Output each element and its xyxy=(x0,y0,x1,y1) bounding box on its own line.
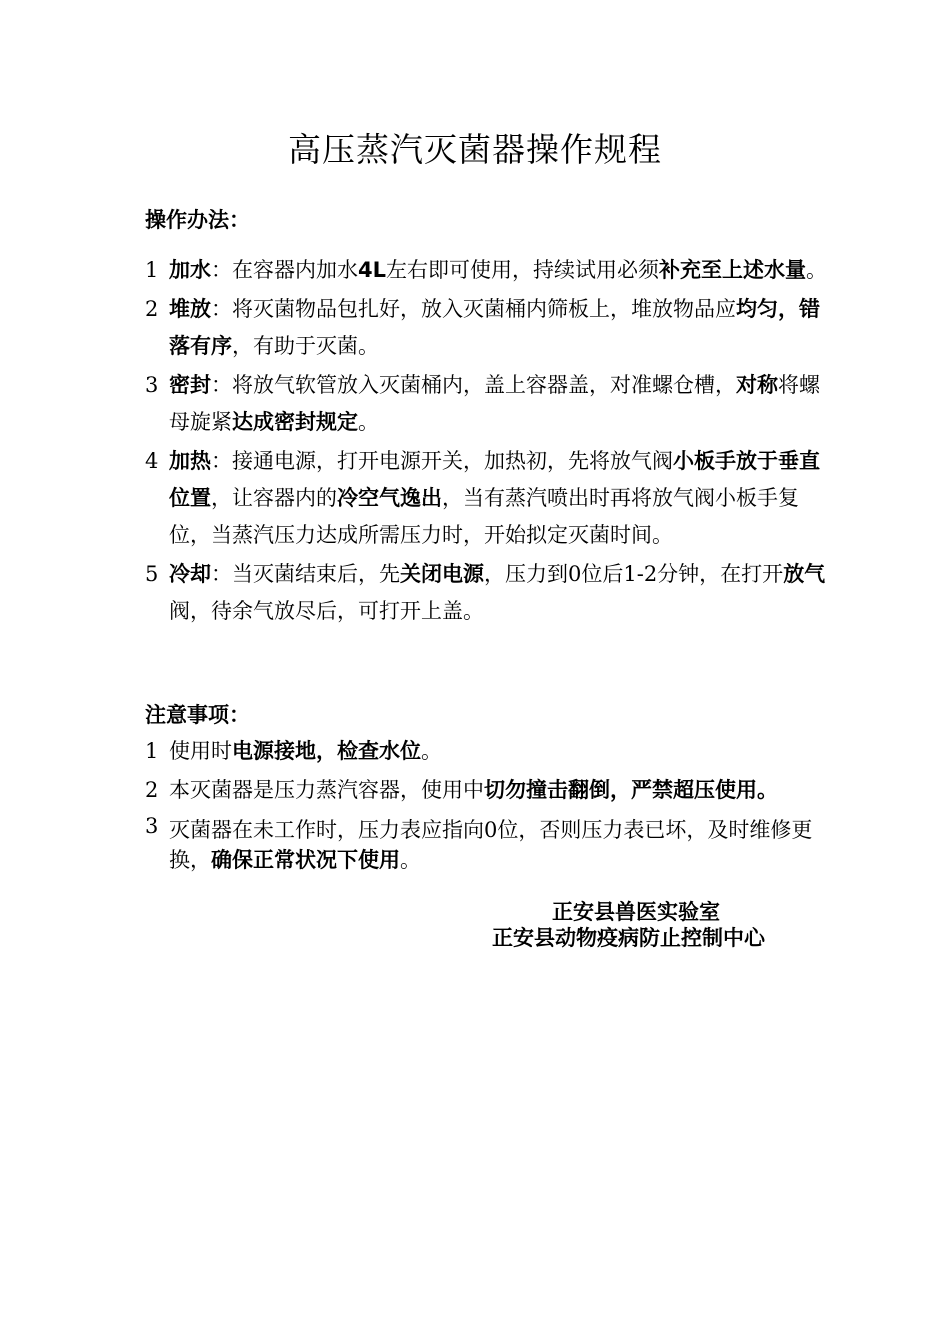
note-item xyxy=(145,772,835,809)
emphasized-text: 补充至上述水量 xyxy=(659,258,806,282)
emphasized-text: 关闭电源 xyxy=(400,562,484,586)
item-number: 5 xyxy=(145,562,159,586)
body-text: ：当灭菌结束后，先 xyxy=(211,562,400,586)
body-text: 。 xyxy=(358,410,379,434)
body-text: ：在容器内加水 xyxy=(211,258,358,282)
item-number: 2 xyxy=(145,297,159,321)
body-text: ：将放气软管放入灭菌桶内，盖上容器盖，对准螺仓槽， xyxy=(211,373,736,397)
body-text: 。 xyxy=(421,739,442,763)
signature-center: 正安县动物疫病防止控制中心 xyxy=(492,926,765,950)
notes-heading: 注意事项： xyxy=(145,703,250,727)
operation-heading: 操作办法： xyxy=(145,208,250,232)
emphasized-text: 加热 xyxy=(169,449,211,473)
emphasized-text: 确保正常状况下使用 xyxy=(211,848,400,872)
emphasized-text: 切勿撞击翻倒，严禁超压使用。 xyxy=(484,778,778,802)
emphasized-text: 加水 xyxy=(169,258,211,282)
operation-step xyxy=(145,556,835,630)
body-text: ，压力到0位后1-2分钟，在打开 xyxy=(484,562,784,586)
emphasized-text: 放气 xyxy=(783,562,826,586)
emphasized-text: 冷空气逸出 xyxy=(337,486,442,510)
emphasized-text: 冷却 xyxy=(169,562,211,586)
item-number: 3 xyxy=(145,373,159,397)
note-item xyxy=(145,811,835,875)
item-number: 1 xyxy=(145,739,159,763)
body-text: 左右即可使用，持续试用必须 xyxy=(386,258,659,282)
body-text: ，让容器内的 xyxy=(211,486,337,510)
emphasized-text: 堆放 xyxy=(169,297,211,321)
item-number: 2 xyxy=(145,778,159,802)
body-text: 将螺母旋紧 xyxy=(169,373,820,434)
operation-step xyxy=(145,443,835,554)
body-text: 本灭菌器是压力蒸汽容器，使用中 xyxy=(169,778,484,802)
emphasized-text: 小板手放于垂直位置 xyxy=(169,449,820,510)
body-text: ：接通电源，打开电源开关，加热初，先将放气阀 xyxy=(211,449,673,473)
emphasized-text: 达成密封规定 xyxy=(232,410,358,434)
body-text: ，有助于灭菌。 xyxy=(232,334,379,358)
item-number: 1 xyxy=(145,258,159,282)
operation-step xyxy=(145,367,835,441)
body-text: ：将灭菌物品包扎好，放入灭菌桶内筛板上，堆放物品应 xyxy=(211,297,736,321)
signature-lab: 正安县兽医实验室 xyxy=(552,900,720,924)
notes-list xyxy=(145,733,835,877)
emphasized-text: 4L xyxy=(358,258,386,282)
operation-step xyxy=(145,291,835,365)
body-text: 使用时 xyxy=(169,739,232,763)
operation-step xyxy=(145,252,835,289)
body-text: 。 xyxy=(806,258,827,282)
body-text: 灭菌器在未工作时，压力表应指向0位，否则压力表已坏，及时维修更换， xyxy=(169,818,813,872)
emphasized-text: 密封 xyxy=(169,373,211,397)
item-number: 4 xyxy=(145,449,159,473)
emphasized-text: 对称 xyxy=(736,373,778,397)
body-text: ，当有蒸汽喷出时再将放气阀小板手复位，当蒸汽压力达成所需压力时，开始拟定灭菌时间。 xyxy=(169,486,799,547)
operation-steps-list xyxy=(145,252,835,632)
emphasized-text: 均匀，错落有序 xyxy=(169,297,820,358)
body-text: 阀，待余气放尽后，可打开上盖。 xyxy=(169,599,484,623)
emphasized-text: 电源接地，检查水位 xyxy=(232,739,421,763)
document-title: 高压蒸汽灭菌器操作规程 xyxy=(288,130,662,169)
item-number: 3 xyxy=(145,814,159,838)
note-item xyxy=(145,733,835,770)
body-text: 。 xyxy=(400,848,421,872)
